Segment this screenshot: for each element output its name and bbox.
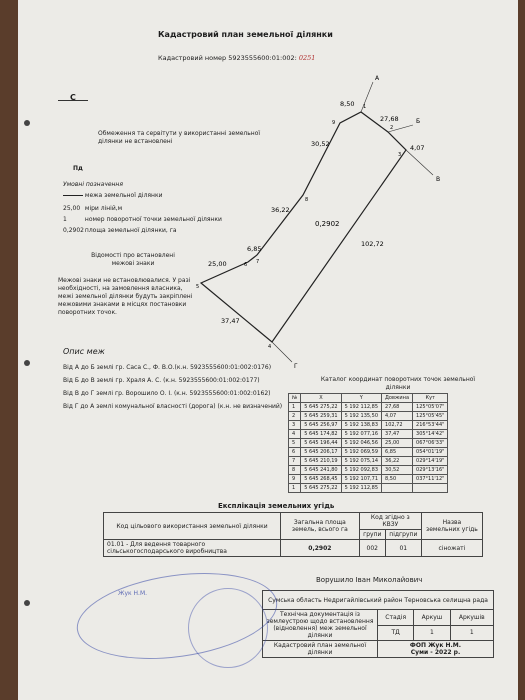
document-sheet [18, 0, 518, 700]
axis-line-v [406, 150, 433, 175]
edge-label: 6,85 [247, 245, 262, 253]
owner-name: Ворушило Іван Миколайович [316, 576, 423, 584]
table-row: 1 5 645 275,22 5 192 112,85 27,68 125°05'07" [289, 403, 448, 412]
neighbor-item: Від Б до В землі гр. Храля А. С. (к.н. 5923555600:01:002:0177) [63, 377, 260, 384]
neighbor-item: Від Г до А землі комунальної власності (дорога) (к.н. не визначений) [63, 403, 283, 410]
table-row: 8 5 645 241,80 5 192 092,83 30,52 029°13'16" [289, 466, 448, 475]
edge-label: 25,00 [208, 260, 227, 268]
boundary-marks-title: Відомості про встановлені межові знаки [91, 252, 175, 267]
point-number: 4 [268, 344, 272, 350]
neighbors-title: Опис меж [63, 347, 105, 356]
edge-label: 8,50 [340, 100, 355, 108]
plan-letter-a: А [375, 75, 380, 82]
explication-table: Код цільового використання земельної ділянки Загальна площа земель, всього га Код згідно з КВЗУ Назва земельних угідь групи підгрупи 01.01 - Для ведення товарного сільськогосподарського виробництва 0,2902 002 01 сіножаті [103, 512, 483, 557]
plan-letter-v: В [436, 176, 441, 183]
handwritten-number: 0251 [298, 54, 316, 62]
neighbor-item: Від А до Б землі гр. Саса С., Ф. В.О.(к.н. 5923555600:01:002:0176) [63, 364, 272, 371]
edge-label: 37,47 [221, 317, 240, 325]
point-number: 2 [390, 125, 394, 131]
edge-label: 4,07 [410, 144, 425, 152]
edge-label: 30,52 [311, 140, 330, 148]
table-row: 6 5 645 206,17 5 192 069,59 6,85 054°01'19" [289, 448, 448, 457]
stamp-text: Жук Н.М. [118, 590, 148, 597]
table-row: 2 5 645 259,31 5 192 135,50 4,07 125°05'45" [289, 412, 448, 421]
edge-label: 36,22 [271, 206, 290, 214]
point-number: 3 [398, 152, 402, 158]
compass-side-label: Пд [73, 165, 83, 172]
coordinates-table [288, 393, 448, 493]
table-row: 7 5 645 210,19 5 192 075,14 36,22 029°14'19" [289, 457, 448, 466]
hole [24, 600, 30, 606]
legend-item: 25,00 міри ліній,м [63, 205, 123, 212]
table-row: 3 5 645 256,97 5 192 138,83 102,72 216°53'44" [289, 421, 448, 430]
plan-area-label: 0,2902 [315, 220, 340, 228]
point-number: 1 [363, 104, 367, 110]
point-number: 6 [244, 262, 248, 268]
edge-label: 27,68 [380, 115, 399, 123]
legend-item: 0,2902 площа земельної ділянки, га [63, 227, 177, 234]
round-seal [188, 588, 268, 668]
location: Сумська область Недригайлівський район Терновська селищна рада [263, 591, 494, 610]
plan-letter-g: Г [294, 363, 298, 370]
catalog-title: Каталог координат поворотних точок земельної ділянки [320, 376, 476, 391]
plan-label: Кадастровий план земельної ділянки [263, 641, 378, 658]
parcel-boundary [201, 112, 406, 342]
point-number: 7 [256, 259, 260, 265]
table-row: 5 5 645 196,44 5 192 046,56 25,00 067°06'33" [289, 439, 448, 448]
restrictions-note: Обмеження та сервітути у використанні земельної ділянки не встановлені [98, 130, 261, 145]
point-number: 5 [196, 284, 200, 290]
cadastral-number: Кадастровий номер 5923555600:01:002: 0251 [158, 54, 316, 62]
organization: ФОП Жук Н.М. Суми - 2022 р. [378, 641, 494, 658]
legend-title: Умовні позначення [63, 181, 123, 188]
point-number: 9 [332, 120, 336, 126]
neighbor-item: Від В до Г землі гр. Ворошило О. І. (к.н. 5923555600:01:002:0162) [63, 390, 271, 397]
page-title: Кадастровий план земельної ділянки [158, 30, 333, 39]
edge-label: 102,72 [361, 240, 384, 248]
legend-item: 1 номер поворотної точки земельної ділянки [63, 216, 222, 223]
table-row: 4 5 645 174,82 5 192 077,16 37,47 305°14'42" [289, 430, 448, 439]
axis-line-g [272, 342, 292, 362]
explication-title: Експлікація земельних угідь [218, 502, 335, 510]
legend-item: межа земельної ділянки [63, 192, 162, 199]
parcel-plan [18, 0, 518, 380]
title-block: Сумська область Недригайлівський район Терновська селищна рада Технічна документація із землеустрою щодо встановлення (відновлення) меж земельної ділянки Стадія Аркуш Аркушів ТД 1 1 Кадастровий план земельної ділянки ФОП Жук Н.М. Суми - 2022 р. [262, 590, 494, 658]
table-row: 9 5 645 268,45 5 192 107,71 8,50 037°11'12" [289, 475, 448, 484]
table-row: 01.01 - Для ведення товарного сільськогосподарського виробництва 0,2902 002 01 сіножаті [104, 540, 483, 557]
boundary-marks-text: Межові знаки не встановлювалися. У разі необхідності, на замовлення власника, межі земельної ділянки будуть закріплені межовими знаками в місцях постановки поворотних точок. [58, 277, 193, 316]
table-row: 1 5 645 275,22 5 192 112,85 [289, 484, 448, 493]
point-number: 8 [305, 197, 309, 203]
doc-type: Технічна документація із землеустрою щодо встановлення (відновлення) меж земельної ділянки [263, 610, 378, 641]
compass-label: C [70, 93, 76, 102]
plan-letter-b: Б [416, 118, 421, 125]
table-header-row: № X Y Довжина Кут [289, 394, 448, 403]
